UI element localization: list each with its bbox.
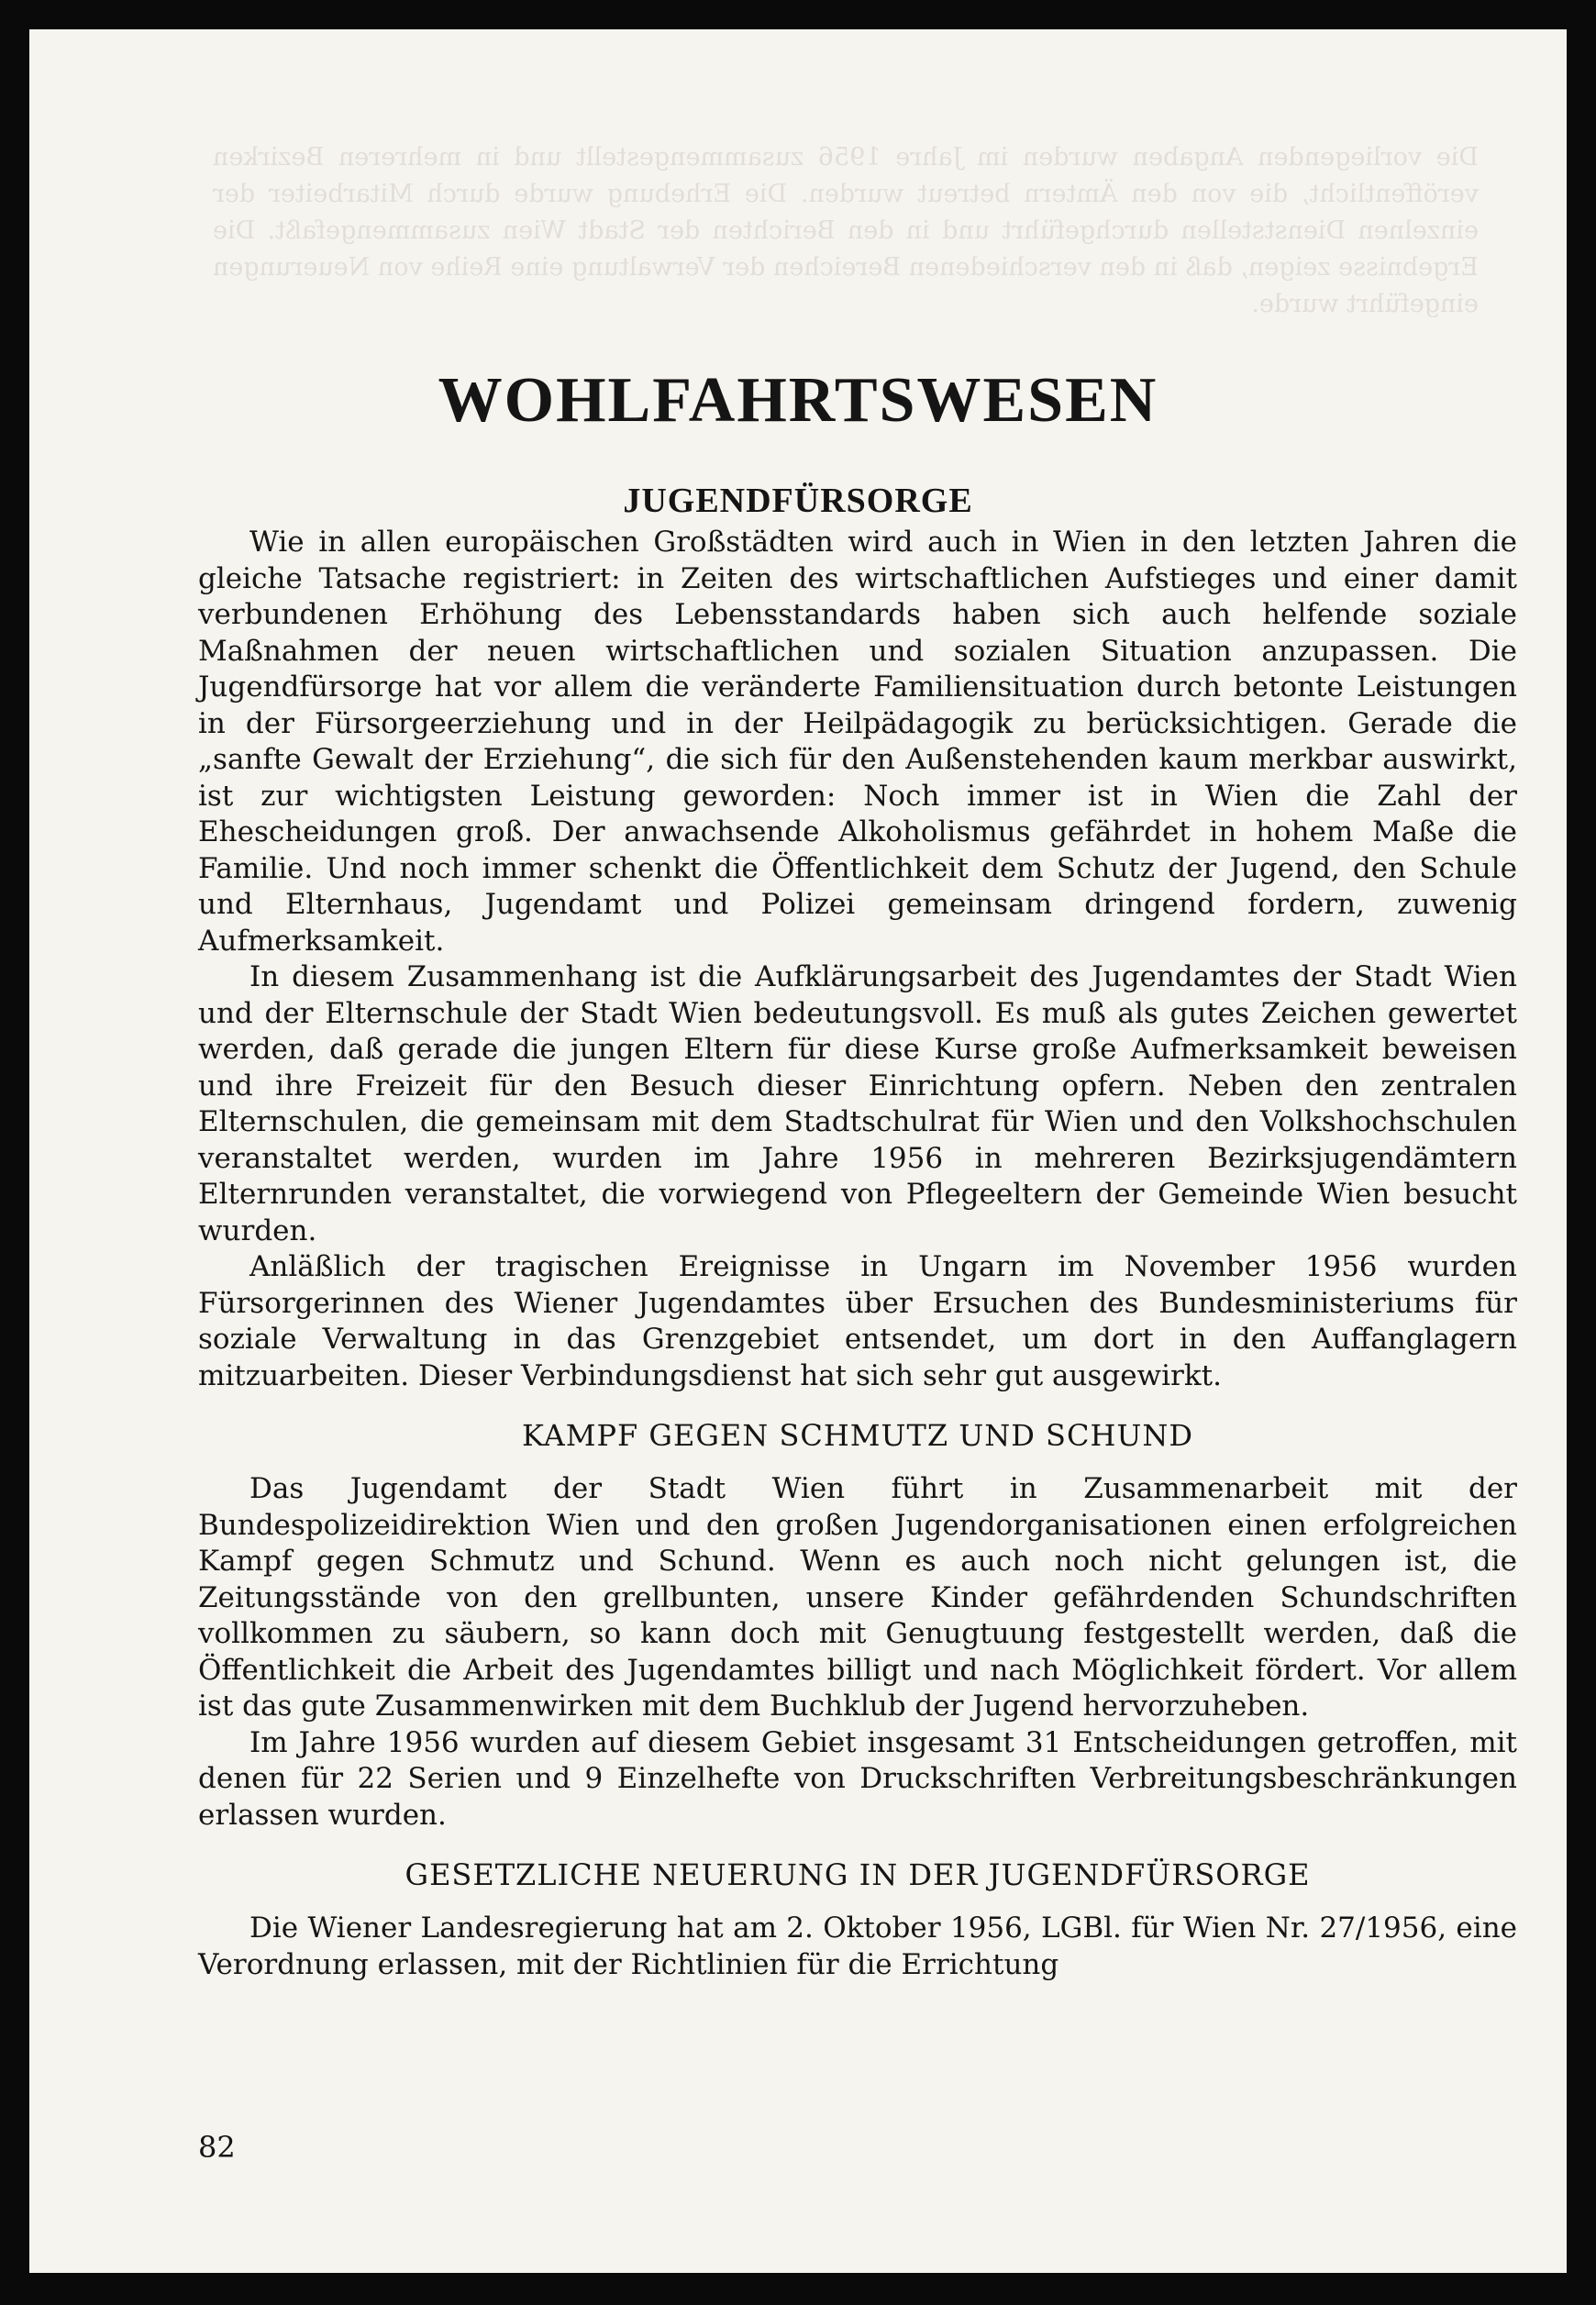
paragraph: Wie in allen europäischen Großstädten wird auch in Wien in den letzten Jahren die gleiche Tatsache registriert: in Zeiten des wirtschaftlichen Aufstieges und einer damit verbundenen Erhöhung des Lebensstandards haben sich auch helfende soziale Maßnahmen der neuen wirtschaftlichen und sozialen Situation anzupassen. Die Jugendfürsorge hat vor allem die veränderte Familiensituation durch betonte Leistungen in der Fürsorgeerziehung und in der Heilpädagogik zu berücksichtigen. Gerade die „sanfte Gewalt der Erziehung“, die sich für den Außenstehenden kaum merkbar auswirkt, ist zur wichtigsten Leistung geworden: Noch immer ist in Wien die Zahl der Ehescheidungen groß. Der anwachsende Alkoholismus gefährdet in hohem Maße die Familie. Und noch immer schenkt die Öffentlichkeit dem Schutz der Jugend, den Schule und Elternhaus, Jugendamt und Polizei gemeinsam dringend fordern, zuwenig Aufmerksamkeit. — [198, 526, 1517, 958]
bleed-through-text: Die vorliegenden Angaben wurden im Jahre 1956 zusammengestellt und in mehreren Bezirken veröffentlicht, die von den Ämtern betreut wurden. Die Erhebung wurde durch Mitarbeiter der einzelnen Dienststellen durchgeführt und in den Berichten der Stadt Wien zusammengefaßt. Die Ergebnisse zeigen, daß in den verschiedenen Bereichen der Verwaltung eine Reihe von Neuerungen eingeführt wurde. — [213, 143, 1479, 318]
paragraph: Im Jahre 1956 wurden auf diesem Gebiet insgesamt 31 Entscheidungen getroffen, mit denen für 22 Serien und 9 Einzelhefte von Druckschriften Verbreitungsbeschränkungen erlassen wurden. — [198, 1725, 1517, 1832]
section-heading: GESETZLICHE NEUERUNG IN DER JUGENDFÜRSORGE — [405, 1857, 1311, 1892]
paragraph: In diesem Zusammenhang ist die Aufklärungsarbeit des Jugendamtes der Stadt Wien und der Elternschule der Stadt Wien bedeutungsvoll. Es muß als gutes Zeichen gewertet werden, daß gerade die jungen Eltern für diese Kurse große Aufmerksamkeit beweisen und ihre Freizeit für den Besuch dieser Einrichtung opfern. Neben den zentralen Elternschulen, die gemeinsam mit dem Stadtschulrat für Wien und den Volkshochschulen veranstaltet werden, wurden im Jahre 1956 in mehreren Bezirksjugendämtern Elternrunden veranstaltet, die vorwiegend von Pflegeeltern der Gemeinde Wien besucht wurden. — [198, 960, 1517, 1247]
document-page — [29, 29, 1567, 2273]
paragraph: Anläßlich der tragischen Ereignisse in Ungarn im November 1956 wurden Fürsorgerinnen des Wiener Jugendamtes über Ersuchen des Bundesministeriums für soziale Verwaltung in das Grenzgebiet entsendet, um dort in den Auffanglagern mitzuarbeiten. Dieser Verbindungsdienst hat sich sehr gut ausgewirkt. — [198, 1250, 1517, 1392]
paragraph: Die Wiener Landesregierung hat am 2. Oktober 1956, LGBl. für Wien Nr. 27/1956, eine Verordnung erlassen, mit der Richtlinien für die Errichtung — [198, 1912, 1517, 1981]
page-title: WOHLFAHRTSWESEN — [438, 364, 1158, 436]
body-text — [198, 525, 1517, 1983]
section-title: JUGENDFÜRSORGE — [623, 481, 973, 520]
page-number: 82 — [198, 2130, 236, 2165]
section-heading: KAMPF GEGEN SCHMUTZ UND SCHUND — [522, 1418, 1193, 1453]
paragraph: Das Jugendamt der Stadt Wien führt in Zusammenarbeit mit der Bundespolizeidirektion Wien und den großen Jugendorganisationen einen erfolgreichen Kampf gegen Schmutz und Schund. Wenn es auch noch nicht gelungen ist, die Zeitungsstände von den grellbunten, unsere Kinder gefährdenden Schundschriften vollkommen zu säubern, so kann doch mit Genugtuung festgestellt werden, daß die Öffentlichkeit die Arbeit des Jugendamtes billigt und nach Möglichkeit fördert. Vor allem ist das gute Zusammenwirken mit dem Buchklub der Jugend hervorzuheben. — [198, 1472, 1517, 1723]
